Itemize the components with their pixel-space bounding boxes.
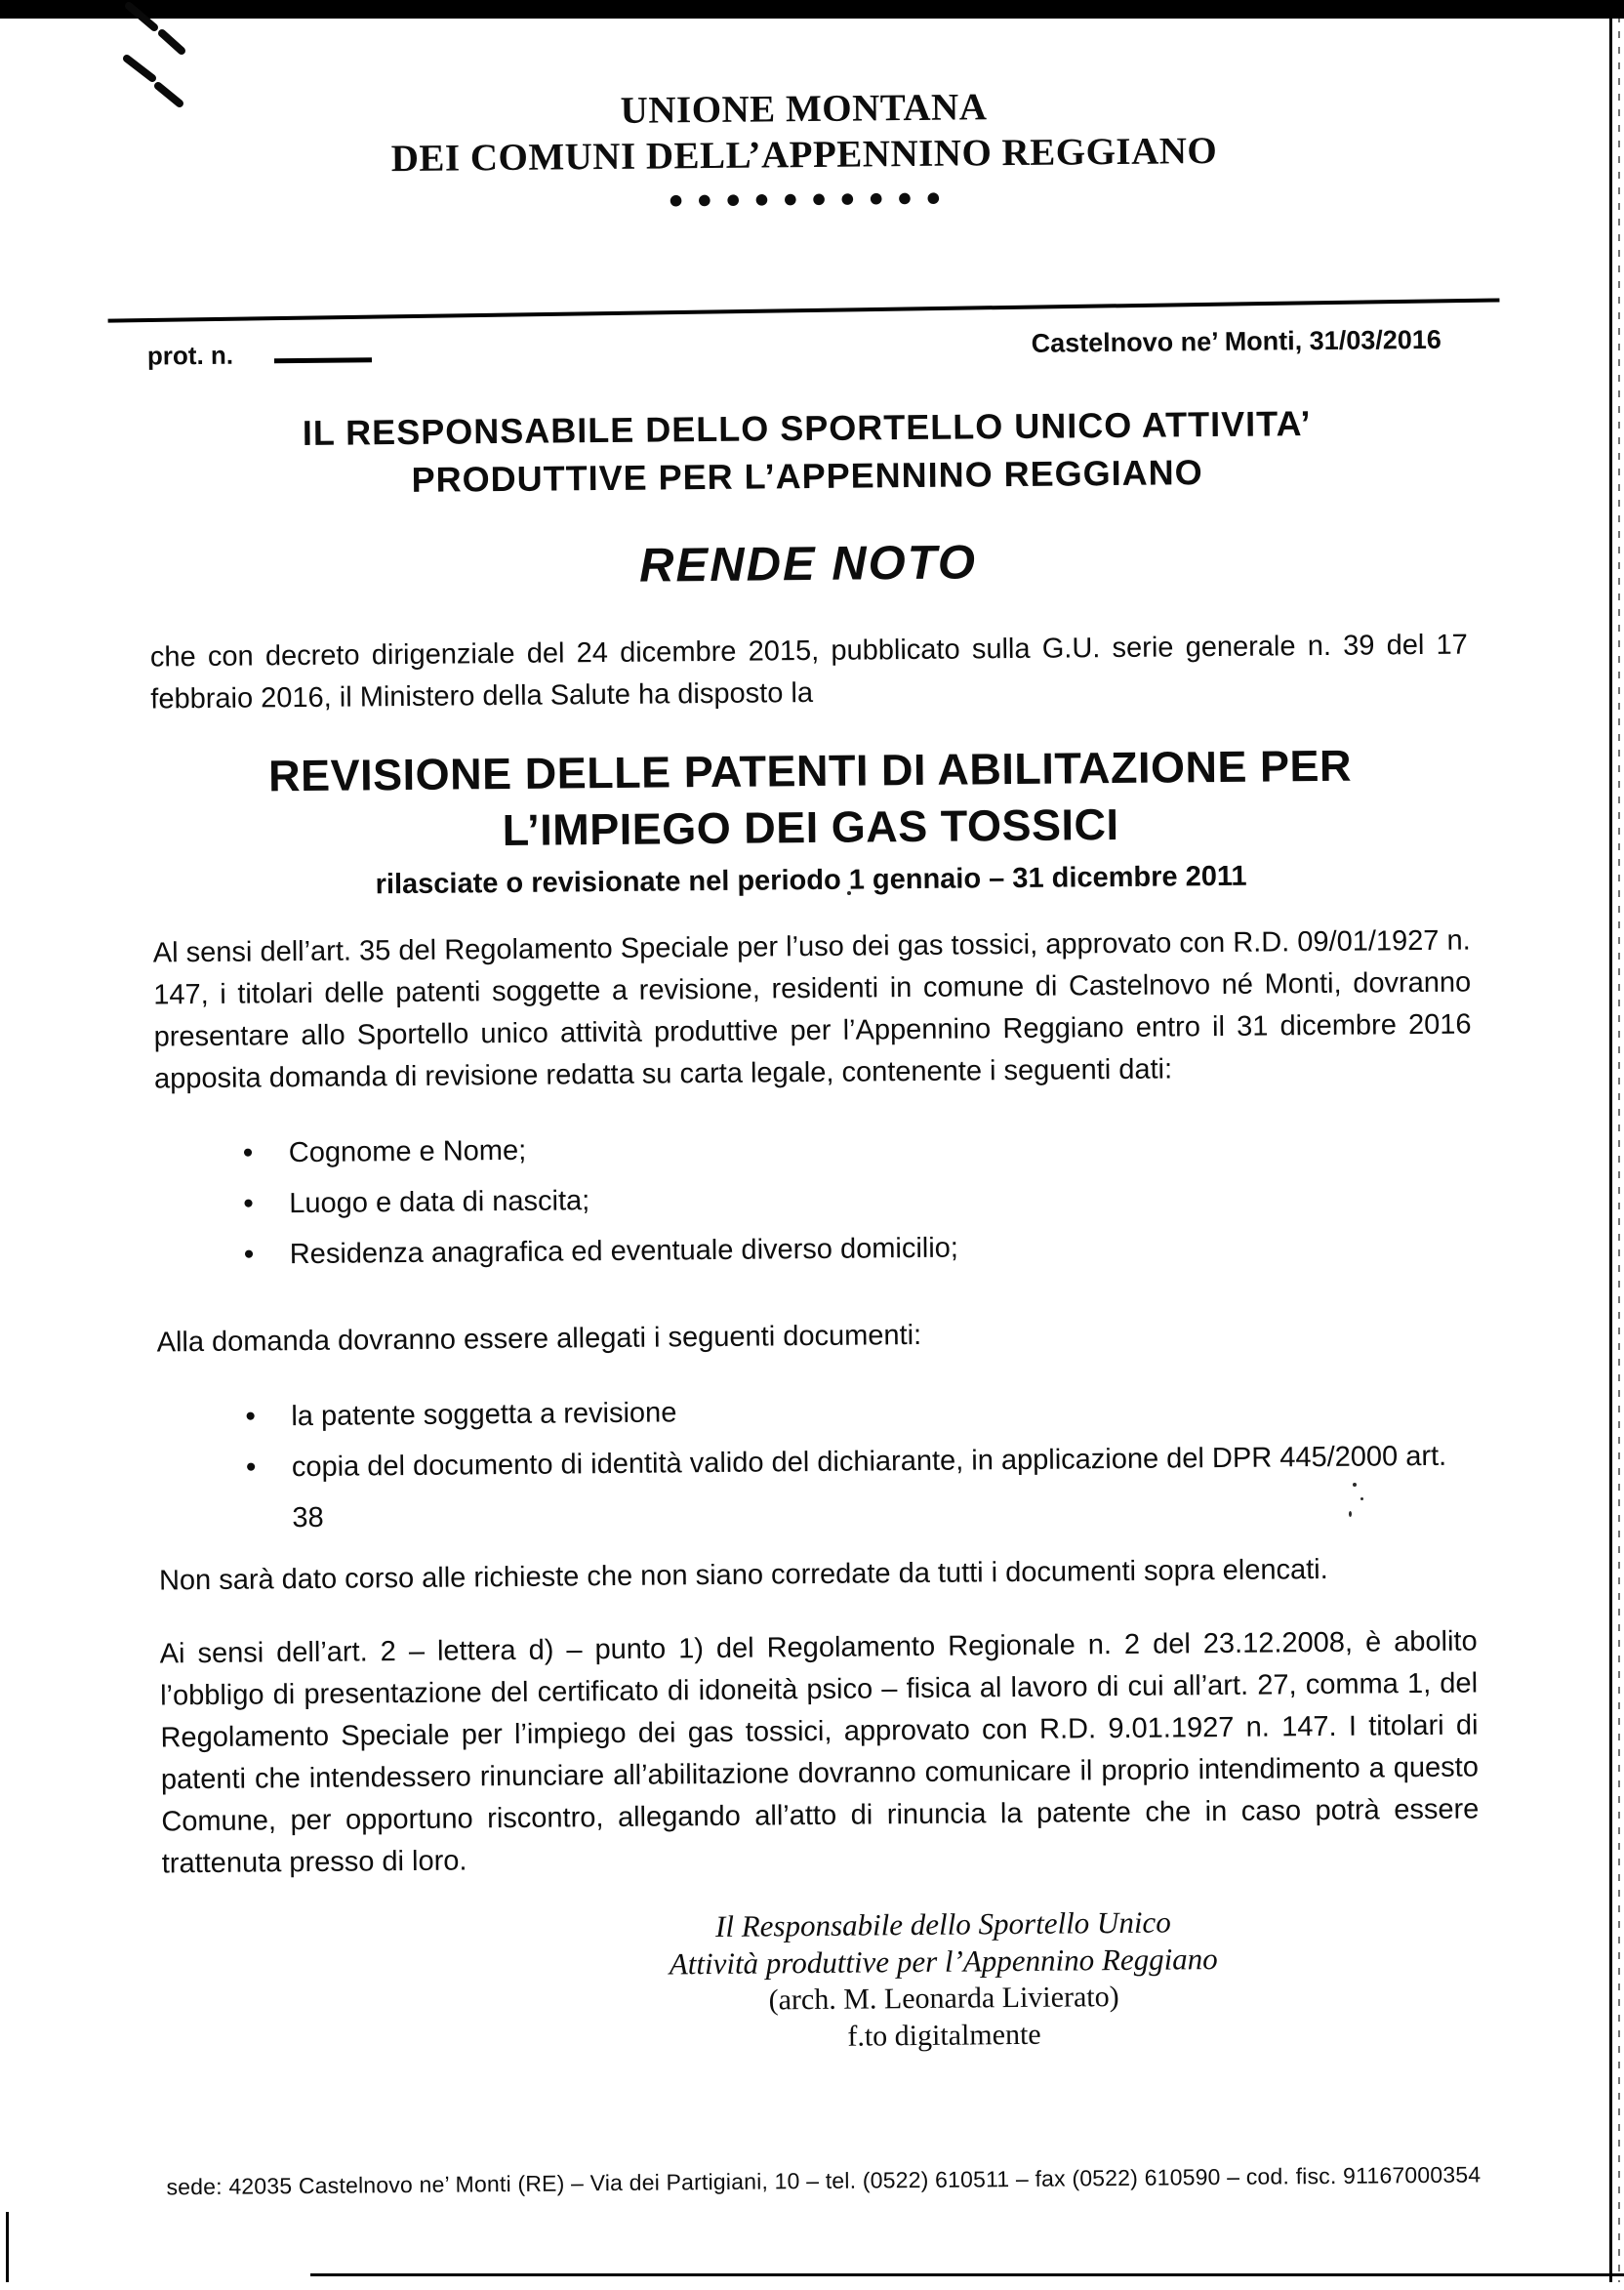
organization-name-line2: DEI COMUNI DELL’APPENNINO REGGIANO bbox=[390, 129, 1218, 181]
list-item-text: copia del documento di identità valido del dichiarante, in applicazione del DPR 445/2000 art. 38 bbox=[291, 1440, 1447, 1534]
bullet-icon: • bbox=[245, 1451, 257, 1484]
place-and-date: Castelnovo ne’ Monti, 31/03/2016 bbox=[1031, 324, 1441, 358]
protocol-number-blank bbox=[274, 334, 372, 363]
warning-paragraph: Non sarà dato corso alle richieste che non siano corredate da tutti i documenti sopra elencati. bbox=[158, 1553, 1328, 1597]
list-item-text: Cognome e Nome; bbox=[288, 1134, 527, 1169]
signature-role-line2: Attività produttive per l’Appennino Reggiano bbox=[669, 1942, 1218, 1982]
notice-subtitle: rilasciate o revisionate nel periodo 1 gennaio – 31 dicembre 2011 bbox=[375, 860, 1247, 901]
bullet-icon: • bbox=[243, 1238, 255, 1271]
signature-role-line1: Il Responsabile dello Sportello Unico bbox=[714, 1904, 1171, 1943]
signature-name: (arch. M. Leonarda Livierato) bbox=[768, 1981, 1119, 2017]
notice-title-line2: L’IMPIEGO DEI GAS TOSSICI bbox=[502, 798, 1119, 856]
intro-paragraph: che con decreto dirigenziale del 24 dicembre 2015, pubblicato sulla G.U. serie generale n. 39 del 17 febbraio 2016, il Ministero della Salute ha disposto la bbox=[149, 629, 1468, 716]
attachments-list bbox=[157, 1380, 1476, 1545]
list-item-text: Luogo e data di nascita; bbox=[289, 1185, 590, 1220]
bullet-icon: • bbox=[242, 1136, 254, 1169]
list-item bbox=[246, 1431, 1477, 1544]
attachments-intro: Alla domanda dovranno essere allegati i seguenti documenti: bbox=[156, 1319, 922, 1359]
header-dots-ornament: ●●●●●●●●●● bbox=[668, 182, 954, 215]
organization-name-line1: UNIONE MONTANA bbox=[620, 86, 988, 132]
protocol-number bbox=[147, 334, 372, 371]
notice-title-line1: REVISIONE DELLE PATENTI DI ABILITAZIONE PER bbox=[267, 740, 1353, 801]
list-item bbox=[244, 1218, 1474, 1281]
list-item-text: la patente soggetta a revisione bbox=[291, 1397, 677, 1433]
issuer-title bbox=[147, 398, 1466, 507]
signature-block bbox=[572, 1902, 1315, 2058]
bullet-icon: • bbox=[245, 1400, 257, 1433]
scan-edge-left-mark bbox=[6, 2212, 9, 2282]
bullet-icon: • bbox=[243, 1187, 254, 1220]
body-paragraph-requirements: Al sensi dell’art. 35 del Regolamento Speciale per l’uso dei gas tossici, approvato con R.D. 09/01/1927 n. 147, i titolari delle patenti soggette a revisione, residenti in comune di Castelnovo né Monti, dovranno presentare allo Sportello unico attività produttive per l’Appennino Reggiano entro il 31 dicembre 2016 apposita domanda di revisione redatta su carta legale, contenente i seguenti dati: bbox=[152, 924, 1472, 1095]
footer-address: sede: 42035 Castelnovo ne’ Monti (RE) – Via dei Partigiani, 10 – tel. (0522) 610511 – fax (0522) 610590 – cod. fisc. 91167000354 bbox=[166, 2161, 1482, 2200]
signature-digital-note: f.to digitalmente bbox=[847, 2018, 1041, 2053]
organization-name bbox=[144, 80, 1463, 184]
announcement-heading: RENDE NOTO bbox=[638, 536, 978, 593]
header-divider bbox=[108, 298, 1500, 322]
list-item-text: Residenza anagrafica ed eventuale diverso domicilio; bbox=[289, 1232, 959, 1271]
issuer-title-line2: PRODUTTIVE PER L’APPENNINO REGGIANO bbox=[411, 452, 1203, 500]
protocol-row bbox=[147, 324, 1465, 372]
protocol-label: prot. n. bbox=[146, 340, 234, 371]
issuer-title-line1: IL RESPONSABILE DELLO SPORTELLO UNICO ATTIVITA’ bbox=[302, 403, 1312, 453]
body-paragraph-regulation: Ai sensi dell’art. 2 – lettera d) – punto 1) del Regolamento Regionale n. 2 del 23.12.2008, è abolito l’obbligo di presentazione del certificato di idoneità psico – fisica al lavoro di cui all’art. 27, comma 1, del Regolamento Speciale per l’impiego dei gas tossici, approvato con R.D. 9.01.1927 n. 147. I titolari di patenti che intendessero rinunciare all’abilitazione dovranno comunicare il proprio intendimento a questo Comune, per opportuno riscontro, allegando all’atto di rinuncia la patente che in caso potrà essere trattenuta presso di loro. bbox=[159, 1625, 1480, 1880]
required-data-list bbox=[155, 1117, 1474, 1282]
notice-title bbox=[151, 737, 1470, 863]
